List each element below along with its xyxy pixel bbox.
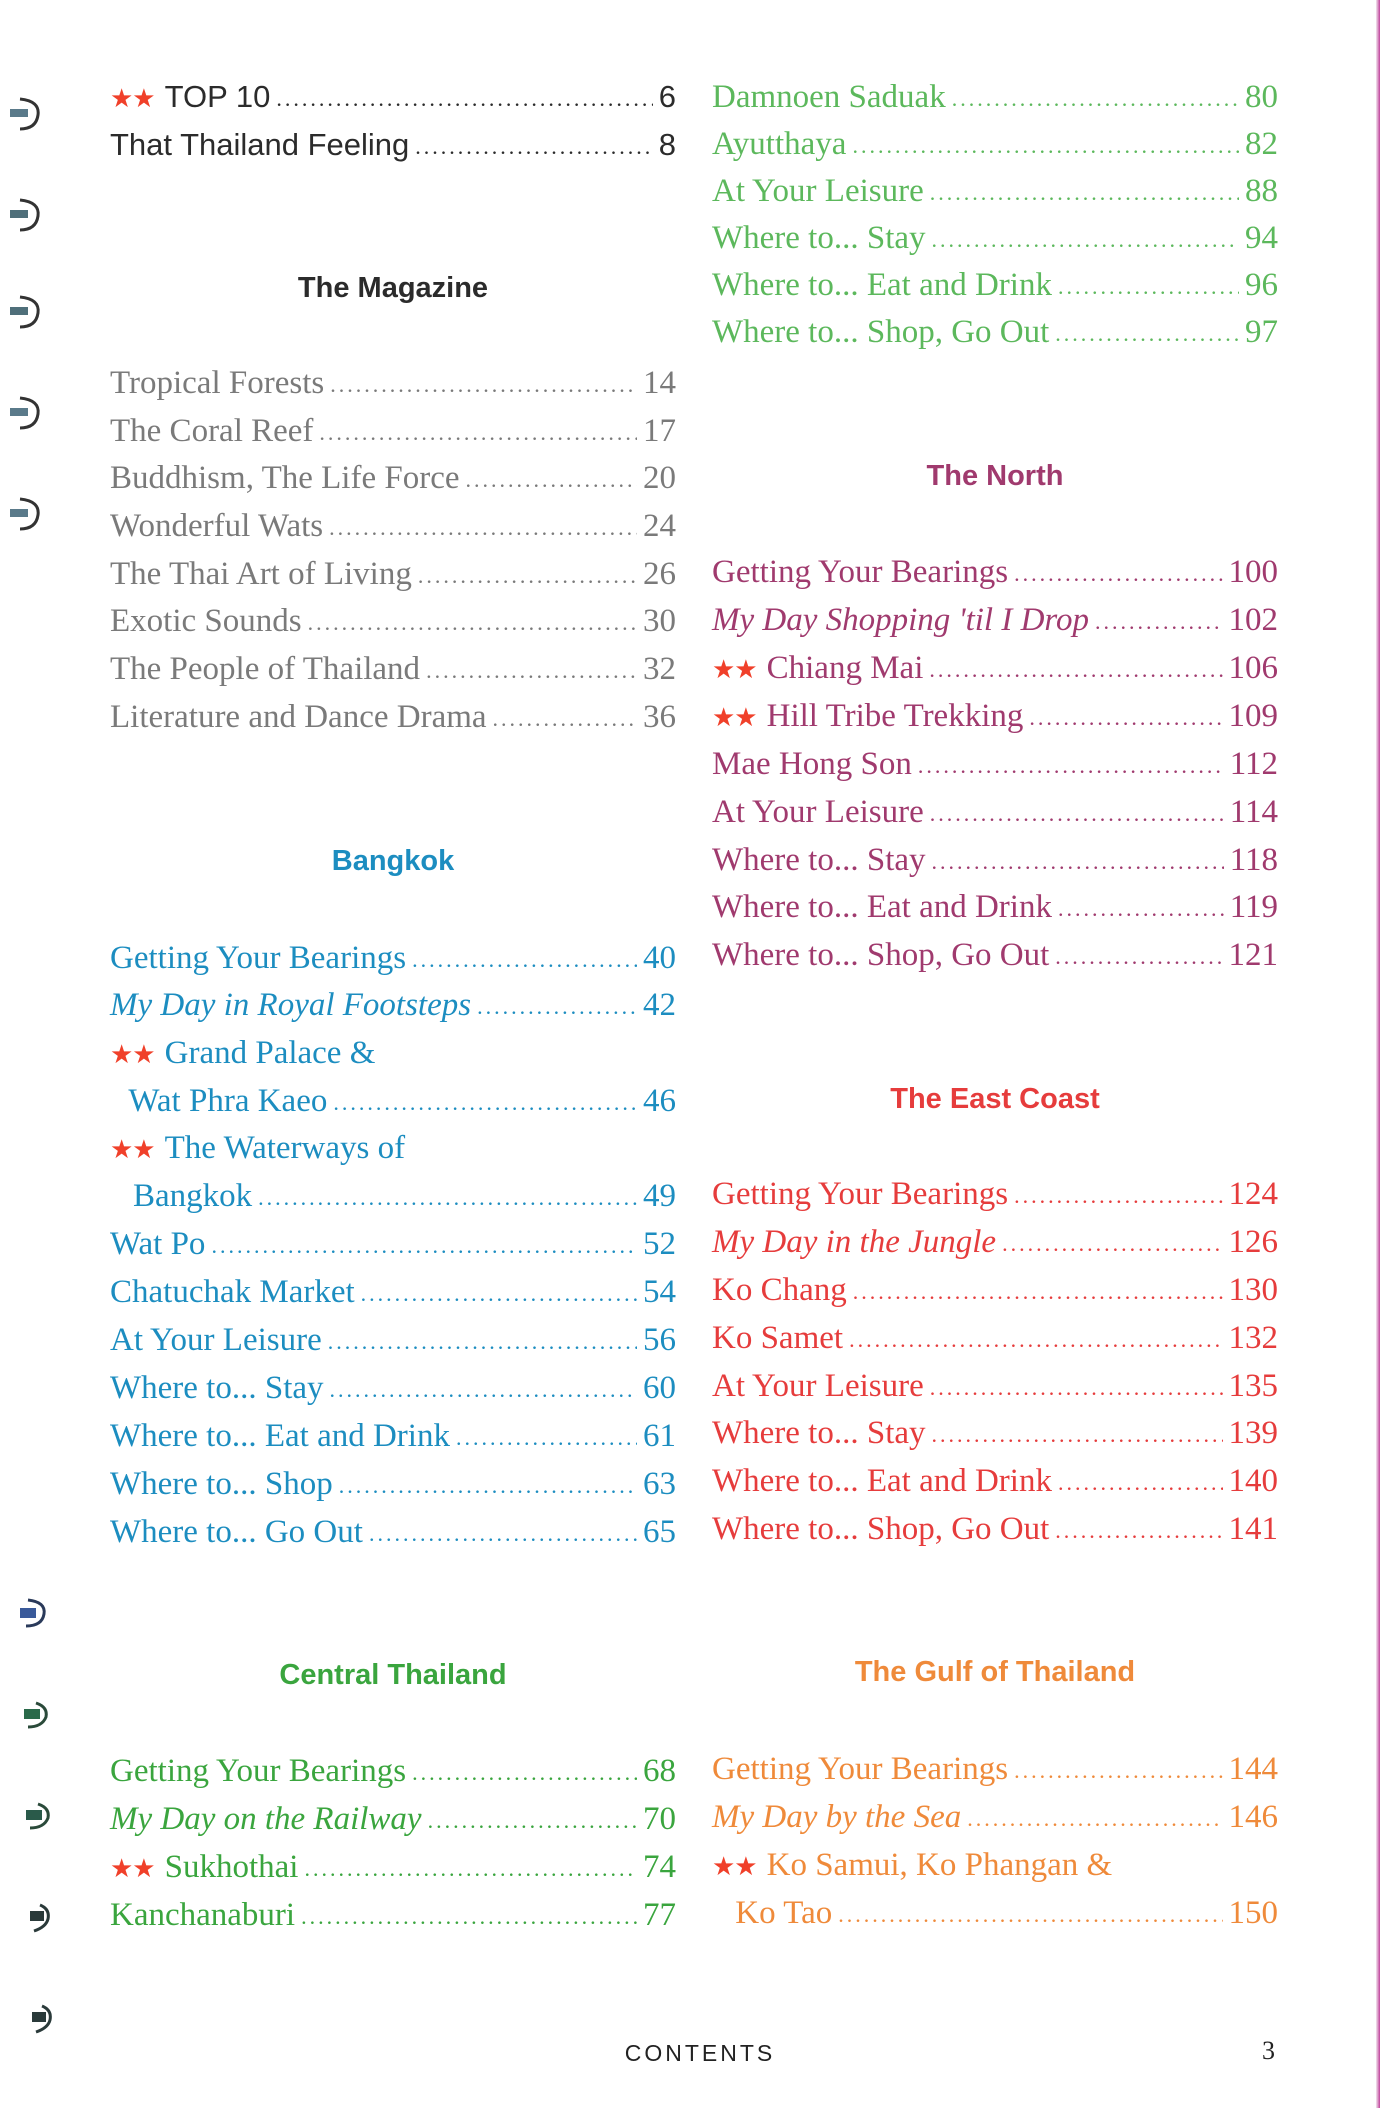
toc-entry-label: Where to... Stay	[110, 1370, 324, 1406]
toc-page-number: 65	[643, 1514, 676, 1550]
dot-leader	[428, 1798, 637, 1844]
toc-page-number: 100	[1228, 554, 1278, 590]
toc-page-number: 74	[643, 1849, 676, 1885]
toc-entry[interactable]	[110, 598, 676, 644]
toc-page-number: 63	[643, 1466, 676, 1502]
toc-page-number: 94	[1245, 220, 1278, 256]
section-heading-the-gulf-of-thailand: The Gulf of Thailand	[854, 1656, 1136, 1688]
toc-entry-label: Tropical Forests	[110, 365, 325, 401]
dot-leader	[930, 791, 1224, 837]
toc-entry[interactable]	[110, 982, 676, 1028]
binding-ring-icon	[28, 2000, 68, 2038]
toc-entry[interactable]	[110, 1844, 676, 1890]
toc-page-number: 126	[1228, 1224, 1278, 1260]
toc-entry-label: Wat Phra Kaeo	[128, 1083, 328, 1119]
toc-entry-label: At Your Leisure	[110, 1322, 322, 1358]
binding-ring-icon	[6, 394, 46, 432]
toc-entry-label: Getting Your Bearings	[110, 940, 407, 976]
toc-entry-label: Where to... Stay	[712, 842, 926, 878]
toc-entry[interactable]	[712, 168, 1278, 214]
toc-entry-label: Grand Palace &	[164, 1035, 376, 1071]
double-star-icon: ★★	[110, 1854, 155, 1884]
toc-entry[interactable]	[712, 121, 1278, 167]
dot-leader	[308, 600, 637, 646]
toc-entry-label: My Day Shopping 'til I Drop	[712, 602, 1090, 638]
toc-page-number: 36	[643, 699, 676, 735]
toc-entry-label: Getting Your Bearings	[712, 1751, 1009, 1787]
dot-leader	[339, 1463, 637, 1509]
binding-ring-icon	[6, 293, 46, 331]
toc-page-number: 54	[643, 1274, 676, 1310]
double-star-icon: ★★	[110, 1135, 155, 1165]
toc-entry-label: Wat Po	[110, 1226, 206, 1262]
toc-entry-label: Exotic Sounds	[110, 603, 302, 639]
dot-leader	[1014, 551, 1222, 597]
toc-page-number: 150	[1228, 1895, 1278, 1931]
toc-entry[interactable]	[110, 935, 676, 981]
toc-page-number: 132	[1228, 1320, 1278, 1356]
toc-entry[interactable]	[712, 932, 1278, 978]
dot-leader	[929, 647, 1222, 693]
dot-leader	[426, 648, 637, 694]
toc-entry[interactable]	[712, 215, 1278, 261]
toc-entry[interactable]	[110, 1413, 676, 1459]
toc-entry[interactable]	[712, 645, 1278, 691]
toc-entry-label: Bangkok	[132, 1178, 253, 1214]
dot-leader	[1055, 311, 1239, 357]
toc-entry-label: Chiang Mai	[766, 650, 924, 686]
page-number: 3	[1262, 2036, 1275, 2065]
toc-entry-label: Where to... Eat and Drink	[712, 1463, 1052, 1499]
toc-page-number: 32	[643, 651, 676, 687]
dot-leader	[849, 1317, 1222, 1363]
toc-entry[interactable]	[110, 1125, 676, 1171]
toc-entry-label: TOP 10	[164, 79, 271, 114]
toc-entry[interactable]	[712, 1794, 1278, 1840]
toc-entry[interactable]	[712, 1506, 1278, 1552]
toc-entry-label: Where to... Eat and Drink	[712, 267, 1052, 303]
toc-page-number: 102	[1228, 602, 1278, 638]
toc-entry-label: Ayutthaya	[712, 126, 847, 162]
dot-leader	[304, 1846, 637, 1892]
toc-entry[interactable]	[712, 741, 1278, 787]
toc-page-number: 119	[1229, 889, 1278, 925]
dot-leader	[918, 743, 1224, 789]
double-star-icon: ★★	[712, 703, 757, 733]
dot-leader	[418, 553, 637, 599]
toc-page-number: 8	[658, 127, 676, 162]
toc-entry-continuation[interactable]	[110, 1078, 676, 1124]
toc-entry-label: Ko Samui, Ko Phangan &	[766, 1847, 1113, 1883]
dot-leader	[328, 1319, 637, 1365]
double-star-icon: ★★	[712, 1852, 757, 1882]
toc-entry[interactable]	[712, 1410, 1278, 1456]
toc-entry[interactable]	[712, 884, 1278, 930]
toc-entry-label: Hill Tribe Trekking	[766, 698, 1024, 734]
toc-page-number: 61	[643, 1418, 676, 1454]
toc-page-number: 20	[643, 460, 676, 496]
dot-leader	[1058, 886, 1224, 932]
toc-page-number: 96	[1245, 267, 1278, 303]
toc-entry[interactable]	[712, 1267, 1278, 1313]
toc-entry[interactable]	[712, 1315, 1278, 1361]
toc-page-number: 88	[1245, 173, 1278, 209]
toc-entry[interactable]	[712, 1842, 1278, 1888]
toc-page-number: 60	[643, 1370, 676, 1406]
toc-page-number: 77	[643, 1897, 676, 1933]
dot-leader	[967, 1796, 1222, 1842]
toc-entry[interactable]	[110, 360, 676, 406]
dot-leader	[1014, 1748, 1222, 1794]
toc-entry[interactable]	[110, 1509, 676, 1555]
dot-leader	[1095, 599, 1222, 645]
toc-entry[interactable]	[712, 74, 1278, 120]
dot-leader	[330, 1367, 637, 1413]
toc-entry[interactable]	[712, 549, 1278, 595]
binding-ring-icon	[20, 1697, 60, 1735]
double-star-icon: ★★	[110, 84, 155, 114]
dot-leader	[1029, 695, 1222, 741]
toc-entry[interactable]	[712, 597, 1278, 643]
binding-ring-icon	[22, 1798, 62, 1836]
section-heading-the-north: The North	[926, 460, 1064, 492]
toc-entry-label: Ko Tao	[735, 1895, 833, 1931]
toc-entry[interactable]	[110, 1461, 676, 1507]
dot-leader	[333, 1080, 637, 1126]
toc-entry[interactable]	[110, 1269, 676, 1315]
binding-ring-icon	[6, 196, 46, 234]
toc-page-number: 118	[1229, 842, 1278, 878]
dot-leader	[319, 410, 637, 456]
dot-leader	[330, 362, 637, 408]
toc-entry[interactable]	[712, 262, 1278, 308]
toc-entry-label: Where to... Eat and Drink	[110, 1418, 450, 1454]
dot-leader	[415, 124, 652, 170]
toc-page-number: 124	[1228, 1176, 1278, 1212]
toc-entry[interactable]	[712, 309, 1278, 355]
toc-page-number: 80	[1245, 79, 1278, 115]
toc-page-number: 56	[643, 1322, 676, 1358]
toc-page-number: 42	[643, 987, 676, 1023]
toc-entry-label: Where to... Shop, Go Out	[712, 1511, 1050, 1547]
toc-entry-label: That Thailand Feeling	[110, 127, 410, 162]
toc-entry-label: Where to... Shop, Go Out	[712, 937, 1050, 973]
toc-entry[interactable]	[712, 1746, 1278, 1792]
dot-leader	[932, 839, 1224, 885]
dot-leader	[1002, 1221, 1222, 1267]
toc-entry[interactable]	[712, 1458, 1278, 1504]
toc-entry-label: Damnoen Saduak	[712, 79, 946, 115]
dot-leader	[1058, 1460, 1223, 1506]
section-heading-central-thailand: Central Thailand	[279, 1659, 507, 1691]
double-star-icon: ★★	[712, 655, 757, 685]
dot-leader	[1055, 1508, 1222, 1554]
toc-entry-continuation[interactable]	[712, 1890, 1278, 1936]
dot-leader	[838, 1892, 1222, 1938]
toc-page-number: 6	[658, 79, 676, 114]
toc-entry[interactable]	[712, 693, 1278, 739]
dot-leader	[301, 1894, 637, 1940]
dot-leader	[361, 1271, 637, 1317]
toc-page-number: 26	[643, 556, 676, 592]
toc-entry[interactable]	[110, 1317, 676, 1363]
toc-entry-label: My Day by the Sea	[712, 1799, 962, 1835]
toc-entry-label: Getting Your Bearings	[712, 554, 1009, 590]
dot-leader	[1055, 934, 1222, 980]
toc-entry-label: Sukhothai	[164, 1849, 299, 1885]
toc-page-number: 140	[1228, 1463, 1278, 1499]
dot-leader	[853, 1269, 1223, 1315]
toc-entry-label: Literature and Dance Drama	[110, 699, 487, 735]
toc-entry[interactable]	[712, 1219, 1278, 1265]
toc-page-number: 130	[1228, 1272, 1278, 1308]
toc-entry-label: Kanchanaburi	[110, 1897, 296, 1933]
dot-leader	[1014, 1173, 1222, 1219]
toc-entry-label: My Day in Royal Footsteps	[110, 987, 472, 1023]
toc-entry[interactable]	[110, 551, 676, 597]
dot-leader	[493, 696, 637, 742]
toc-entry[interactable]	[110, 1030, 676, 1076]
toc-entry-label: My Day in the Jungle	[712, 1224, 997, 1260]
toc-entry-label: Mae Hong Son	[712, 746, 912, 782]
page-edge	[1376, 0, 1380, 2108]
binding-ring-icon	[6, 95, 46, 133]
toc-entry-label: Where to... Shop, Go Out	[712, 314, 1050, 350]
toc-page-number: 52	[643, 1226, 676, 1262]
toc-page-number: 121	[1228, 937, 1278, 973]
section-heading-magazine: The Magazine	[297, 272, 489, 304]
toc-entry[interactable]	[110, 1892, 676, 1938]
toc-page-number: 14	[643, 365, 676, 401]
toc-page-number: 135	[1228, 1368, 1278, 1404]
toc-entry-label: Where to... Shop	[110, 1466, 333, 1502]
toc-page-number: 112	[1229, 746, 1278, 782]
binding-ring-icon	[6, 495, 46, 533]
toc-page-number: 106	[1228, 650, 1278, 686]
dot-leader	[1058, 264, 1239, 310]
toc-entry[interactable]	[110, 455, 676, 501]
toc-page-number: 114	[1229, 794, 1278, 830]
toc-page-number: 24	[643, 508, 676, 544]
dot-leader	[329, 505, 637, 551]
dot-leader	[412, 1750, 637, 1796]
toc-entry-label: The Coral Reef	[110, 413, 314, 449]
toc-entry[interactable]	[712, 1171, 1278, 1217]
dot-leader	[477, 984, 637, 1030]
section-heading-bangkok: Bangkok	[331, 845, 455, 877]
dot-leader	[932, 217, 1239, 263]
dot-leader	[930, 170, 1239, 216]
toc-entry-label: At Your Leisure	[712, 1368, 924, 1404]
toc-entry[interactable]	[110, 694, 676, 740]
toc-entry-label: Getting Your Bearings	[110, 1753, 407, 1789]
section-heading-the-east-coast: The East Coast	[890, 1083, 1100, 1115]
toc-entry-label: My Day on the Railway	[110, 1801, 422, 1837]
toc-page-number: 17	[643, 413, 676, 449]
toc-page-number: 144	[1228, 1751, 1278, 1787]
toc-entry-label: Where to... Stay	[712, 220, 926, 256]
toc-page-number: 141	[1228, 1511, 1278, 1547]
toc-entry-label: The Waterways of	[164, 1130, 406, 1166]
dot-leader	[211, 1223, 637, 1269]
dot-leader	[258, 1175, 637, 1221]
dot-leader	[369, 1511, 637, 1557]
toc-entry-label: The People of Thailand	[110, 651, 421, 687]
dot-leader	[952, 76, 1239, 122]
toc-entry-label: Ko Chang	[712, 1272, 847, 1308]
toc-entry-label: Chatuchak Market	[110, 1274, 355, 1310]
toc-page-number: 139	[1228, 1415, 1278, 1451]
toc-entry[interactable]	[110, 408, 676, 454]
toc-entry[interactable]	[110, 646, 676, 692]
toc-entry-label: Where to... Go Out	[110, 1514, 363, 1550]
toc-page-number: 146	[1228, 1799, 1278, 1835]
toc-entry-label: Ko Samet	[712, 1320, 844, 1356]
toc-entry-label: Getting Your Bearings	[712, 1176, 1009, 1212]
toc-page-number: 70	[643, 1801, 676, 1837]
toc-entry[interactable]	[712, 1363, 1278, 1409]
toc-entry[interactable]	[110, 1796, 676, 1842]
dot-leader	[456, 1415, 637, 1461]
binding-ring-icon	[16, 1596, 56, 1634]
toc-page-number: 40	[643, 940, 676, 976]
toc-entry[interactable]	[110, 122, 676, 168]
binding-ring-icon	[26, 1899, 66, 1937]
double-star-icon: ★★	[110, 1040, 155, 1070]
toc-entry[interactable]	[712, 789, 1278, 835]
toc-entry-label: At Your Leisure	[712, 173, 924, 209]
dot-leader	[852, 123, 1239, 169]
toc-page-number: 46	[643, 1083, 676, 1119]
toc-page-number: 68	[643, 1753, 676, 1789]
dot-leader	[466, 457, 638, 503]
toc-entry-continuation[interactable]	[110, 1173, 676, 1219]
toc-entry[interactable]	[110, 1748, 676, 1794]
toc-entry-label: Wonderful Wats	[110, 508, 324, 544]
running-footer-label: CONTENTS	[624, 2040, 776, 2066]
toc-page-number: 49	[643, 1178, 676, 1214]
toc-entry-label: Buddhism, The Life Force	[110, 460, 460, 496]
toc-page-number: 30	[643, 603, 676, 639]
toc-entry[interactable]	[110, 1221, 676, 1267]
dot-leader	[932, 1412, 1223, 1458]
toc-entry[interactable]	[110, 1365, 676, 1411]
toc-page-number: 82	[1245, 126, 1278, 162]
toc-entry[interactable]	[110, 503, 676, 549]
toc-entry-label: Where to... Eat and Drink	[712, 889, 1052, 925]
toc-entry[interactable]	[712, 837, 1278, 883]
toc-entry-label: Where to... Stay	[712, 1415, 926, 1451]
dot-leader	[412, 937, 637, 983]
toc-page-number: 109	[1228, 698, 1278, 734]
dot-leader	[930, 1365, 1223, 1411]
toc-page-number: 97	[1245, 314, 1278, 350]
toc-entry-label: At Your Leisure	[712, 794, 924, 830]
toc-entry-label: The Thai Art of Living	[110, 556, 412, 592]
toc-entry[interactable]	[110, 74, 676, 120]
dot-leader	[276, 76, 652, 122]
